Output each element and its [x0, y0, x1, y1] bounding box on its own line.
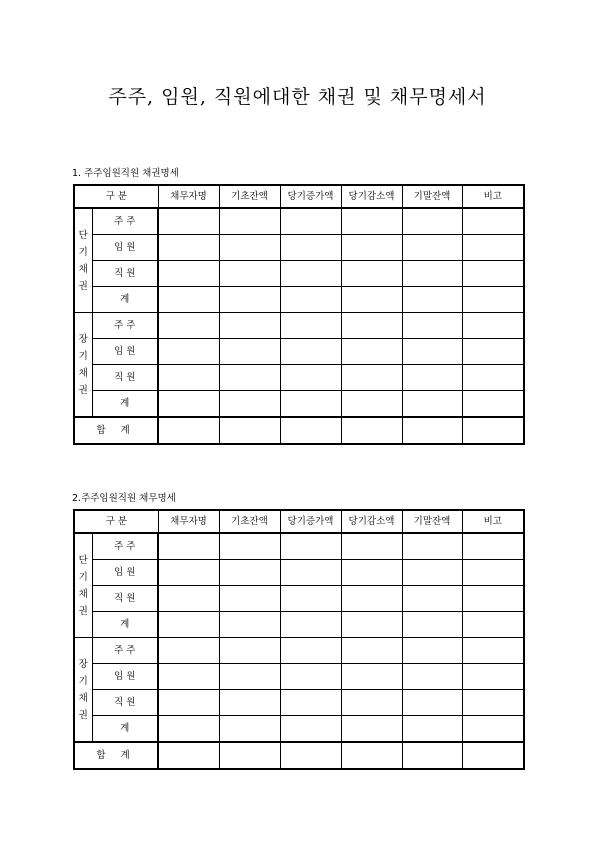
header-closing: 기말잔액 — [402, 185, 462, 208]
cell[interactable] — [402, 287, 462, 313]
cell[interactable] — [341, 261, 402, 287]
section-1-label: 1. 주주임원직원 채권명세 — [72, 168, 179, 179]
cell[interactable] — [219, 586, 280, 612]
cell[interactable] — [402, 417, 462, 444]
cell[interactable] — [280, 417, 341, 444]
cell[interactable] — [462, 208, 524, 235]
cell[interactable] — [219, 690, 280, 716]
header-row — [74, 185, 524, 208]
cell[interactable] — [280, 533, 341, 560]
row-label: 계 — [92, 391, 158, 418]
cell[interactable] — [341, 287, 402, 313]
header-opening: 기초잔액 — [219, 185, 280, 208]
document-title: 주주, 임원, 직원에대한 채권 및 채무명세서 — [108, 86, 487, 108]
cell[interactable] — [158, 716, 219, 743]
cell[interactable] — [280, 261, 341, 287]
table-row — [74, 391, 524, 418]
cell[interactable] — [280, 339, 341, 365]
cell[interactable] — [341, 533, 402, 560]
cell[interactable] — [219, 313, 280, 339]
table-row — [74, 716, 524, 743]
row-label: 직 원 — [92, 690, 158, 716]
table-row — [74, 690, 524, 716]
cell[interactable] — [280, 391, 341, 418]
cell[interactable] — [402, 612, 462, 638]
cell[interactable] — [219, 417, 280, 444]
header-category: 구 분 — [74, 185, 158, 208]
cell[interactable] — [280, 690, 341, 716]
cell[interactable] — [158, 365, 219, 391]
cell[interactable] — [219, 612, 280, 638]
cell[interactable] — [280, 287, 341, 313]
cell[interactable] — [158, 664, 219, 690]
cell[interactable] — [462, 612, 524, 638]
table-row — [74, 261, 524, 287]
cell[interactable] — [219, 208, 280, 235]
cell[interactable] — [341, 208, 402, 235]
cell[interactable] — [280, 612, 341, 638]
cell[interactable] — [219, 365, 280, 391]
cell[interactable] — [280, 742, 341, 769]
cell[interactable] — [462, 339, 524, 365]
total-label: 합 계 — [74, 417, 158, 444]
cell[interactable] — [402, 742, 462, 769]
header-category: 구 분 — [74, 510, 158, 533]
cell[interactable] — [402, 261, 462, 287]
cell[interactable] — [280, 664, 341, 690]
row-label: 임 원 — [92, 235, 158, 261]
cell[interactable] — [219, 716, 280, 743]
cell[interactable] — [280, 716, 341, 743]
cell[interactable] — [219, 339, 280, 365]
cell[interactable] — [158, 742, 219, 769]
cell[interactable] — [219, 287, 280, 313]
total-row — [74, 417, 524, 444]
cell[interactable] — [462, 533, 524, 560]
cell[interactable] — [158, 560, 219, 586]
header-debtor: 채무자명 — [158, 185, 219, 208]
table-row — [74, 365, 524, 391]
table-row — [74, 638, 524, 664]
cell[interactable] — [402, 560, 462, 586]
cell[interactable] — [341, 339, 402, 365]
row-label: 임 원 — [92, 664, 158, 690]
cell[interactable] — [280, 208, 341, 235]
cell[interactable] — [462, 365, 524, 391]
cell[interactable] — [280, 313, 341, 339]
cell[interactable] — [219, 638, 280, 664]
total-label: 합 계 — [74, 742, 158, 769]
row-label: 임 원 — [92, 560, 158, 586]
cell[interactable] — [158, 287, 219, 313]
header-remarks: 비고 — [462, 510, 524, 533]
cell[interactable] — [158, 612, 219, 638]
table-row — [74, 287, 524, 313]
group-label-long-term: 장 기 채 권 — [74, 313, 92, 418]
header-opening: 기초잔액 — [219, 510, 280, 533]
cell[interactable] — [280, 586, 341, 612]
cell[interactable] — [462, 638, 524, 664]
header-closing: 기말잔액 — [402, 510, 462, 533]
cell[interactable] — [341, 391, 402, 418]
cell[interactable] — [158, 313, 219, 339]
cell[interactable] — [158, 235, 219, 261]
cell[interactable] — [158, 208, 219, 235]
cell[interactable] — [402, 638, 462, 664]
table-row — [74, 313, 524, 339]
cell[interactable] — [158, 586, 219, 612]
cell[interactable] — [341, 638, 402, 664]
header-decrease: 당기감소액 — [341, 510, 402, 533]
cell[interactable] — [402, 208, 462, 235]
cell[interactable] — [402, 664, 462, 690]
group-label-long-term: 장 기 채 권 — [74, 638, 92, 743]
cell[interactable] — [219, 235, 280, 261]
row-label: 계 — [92, 716, 158, 743]
cell[interactable] — [341, 586, 402, 612]
cell[interactable] — [462, 313, 524, 339]
table-row — [74, 533, 524, 560]
cell[interactable] — [158, 638, 219, 664]
section-2-label: 2.주주임원직원 채무명세 — [72, 493, 176, 504]
cell[interactable] — [219, 533, 280, 560]
cell[interactable] — [402, 690, 462, 716]
cell[interactable] — [402, 391, 462, 418]
cell[interactable] — [462, 287, 524, 313]
row-label: 주 주 — [92, 313, 158, 339]
table-row — [74, 339, 524, 365]
header-remarks: 비고 — [462, 185, 524, 208]
row-label: 계 — [92, 612, 158, 638]
row-label: 임 원 — [92, 339, 158, 365]
table-row — [74, 208, 524, 235]
cell[interactable] — [219, 742, 280, 769]
table-row — [74, 235, 524, 261]
row-label: 직 원 — [92, 261, 158, 287]
table-row — [74, 586, 524, 612]
group-label-short-term: 단 기 채 권 — [74, 533, 92, 638]
cell[interactable] — [341, 365, 402, 391]
cell[interactable] — [462, 690, 524, 716]
cell[interactable] — [402, 586, 462, 612]
cell[interactable] — [219, 391, 280, 418]
cell[interactable] — [158, 391, 219, 418]
cell[interactable] — [402, 313, 462, 339]
cell[interactable] — [280, 638, 341, 664]
cell[interactable] — [341, 235, 402, 261]
cell[interactable] — [462, 742, 524, 769]
row-label: 직 원 — [92, 365, 158, 391]
cell[interactable] — [341, 417, 402, 444]
cell[interactable] — [280, 235, 341, 261]
cell[interactable] — [462, 716, 524, 743]
cell[interactable] — [462, 560, 524, 586]
row-label: 주 주 — [92, 638, 158, 664]
row-label: 주 주 — [92, 208, 158, 235]
cell[interactable] — [402, 339, 462, 365]
cell[interactable] — [341, 716, 402, 743]
table-row — [74, 664, 524, 690]
cell[interactable] — [462, 664, 524, 690]
cell[interactable] — [158, 417, 219, 444]
cell[interactable] — [341, 612, 402, 638]
cell[interactable] — [280, 560, 341, 586]
cell[interactable] — [158, 533, 219, 560]
cell[interactable] — [462, 417, 524, 444]
row-label: 직 원 — [92, 586, 158, 612]
cell[interactable] — [462, 235, 524, 261]
cell[interactable] — [341, 313, 402, 339]
table-row — [74, 560, 524, 586]
cell[interactable] — [462, 586, 524, 612]
row-label: 주 주 — [92, 533, 158, 560]
cell[interactable] — [402, 365, 462, 391]
group-label-short-term: 단 기 채 권 — [74, 208, 92, 313]
header-decrease: 당기감소액 — [341, 185, 402, 208]
cell[interactable] — [280, 365, 341, 391]
cell[interactable] — [402, 235, 462, 261]
header-increase: 당기증가액 — [280, 510, 341, 533]
cell[interactable] — [341, 560, 402, 586]
cell[interactable] — [219, 560, 280, 586]
payables-table — [73, 509, 525, 770]
cell[interactable] — [402, 716, 462, 743]
cell[interactable] — [219, 261, 280, 287]
header-row — [74, 510, 524, 533]
total-row — [74, 742, 524, 769]
cell[interactable] — [158, 339, 219, 365]
table-row — [74, 612, 524, 638]
cell[interactable] — [462, 391, 524, 418]
row-label: 계 — [92, 287, 158, 313]
cell[interactable] — [219, 664, 280, 690]
cell[interactable] — [462, 261, 524, 287]
cell[interactable] — [158, 261, 219, 287]
header-increase: 당기증가액 — [280, 185, 341, 208]
header-debtor: 채무자명 — [158, 510, 219, 533]
cell[interactable] — [341, 690, 402, 716]
cell[interactable] — [341, 742, 402, 769]
cell[interactable] — [158, 690, 219, 716]
cell[interactable] — [341, 664, 402, 690]
cell[interactable] — [402, 533, 462, 560]
receivables-table — [73, 184, 525, 445]
